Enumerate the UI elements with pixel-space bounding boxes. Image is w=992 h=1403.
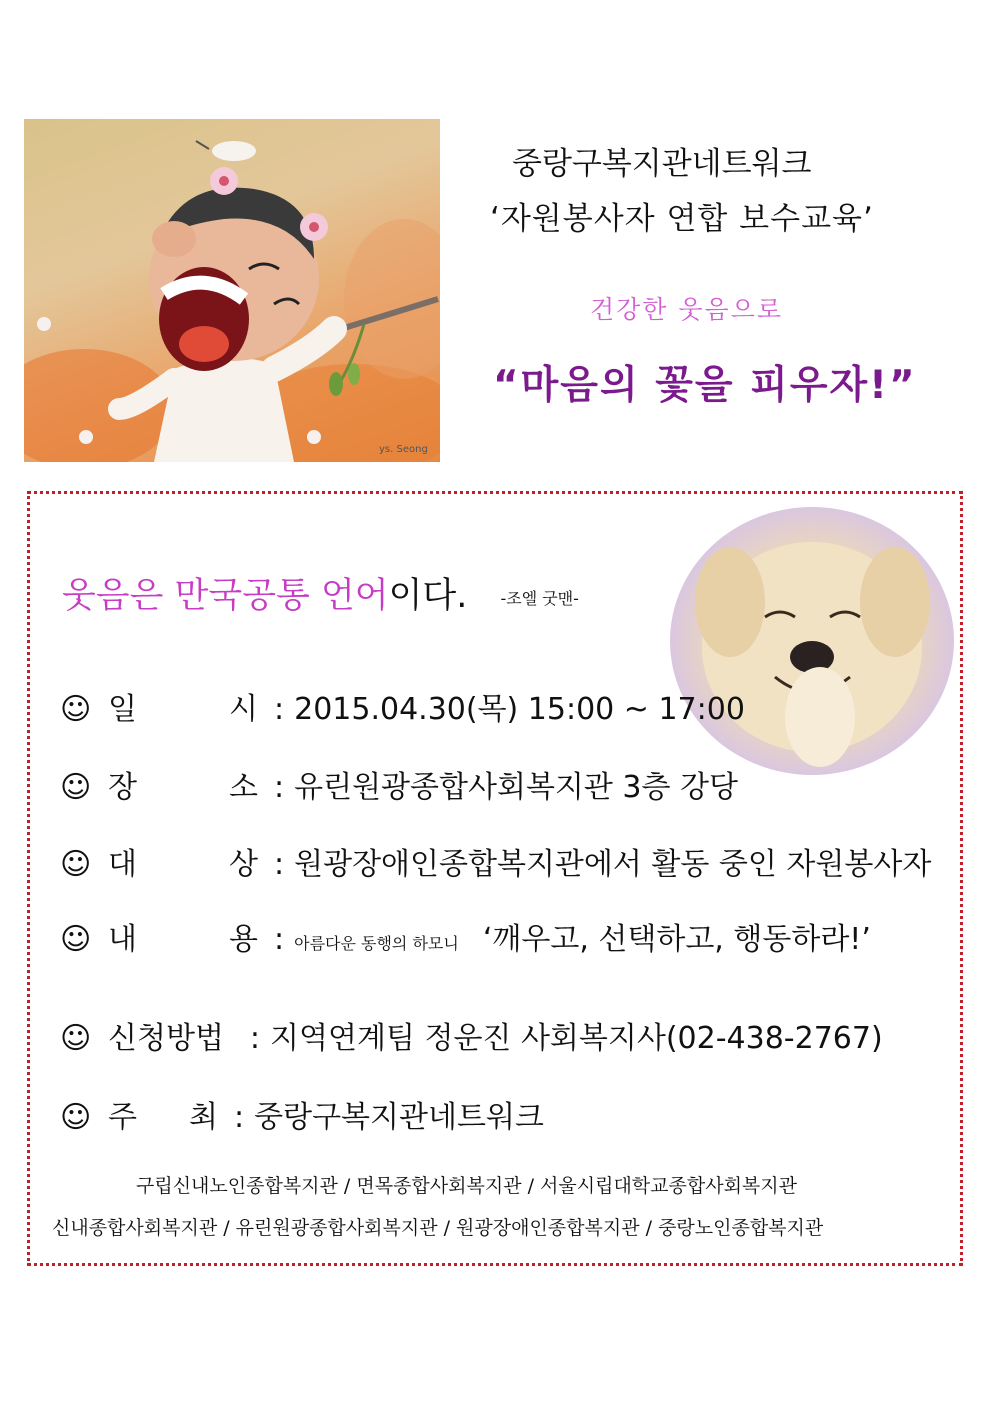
colon: : <box>274 922 285 957</box>
event-title: ‘자원봉사자 연합 보수교육’ <box>490 201 874 237</box>
host-label-b: 최 <box>189 1100 218 1135</box>
content-label-b: 용 <box>229 922 258 957</box>
content-subtitle: 아름다운 동행의 하모니 <box>294 934 459 953</box>
row-content <box>60 914 871 958</box>
date-label-b: 시 <box>229 692 258 727</box>
colon: : <box>274 847 285 882</box>
content-value: ‘깨우고, 선택하고, 행동하라!’ <box>482 922 871 957</box>
quote-part-is: 이다. <box>388 576 468 616</box>
row-date-time <box>60 684 745 728</box>
quote-part-laughter: 웃음은 <box>62 576 164 616</box>
smiley-icon: ☺ <box>60 1100 92 1135</box>
smiley-icon: ☺ <box>60 847 92 882</box>
apply-label: 신청방법 <box>108 1021 224 1056</box>
colon: : <box>274 692 285 727</box>
target-label-b: 상 <box>229 847 258 882</box>
target-value: 원광장애인종합복지관에서 활동 중인 자원봉사자 <box>294 847 932 882</box>
colon: : <box>274 770 285 805</box>
smiley-icon: ☺ <box>60 1021 92 1056</box>
quote-part-universal: 만국공통 <box>174 576 310 616</box>
smiley-icon: ☺ <box>60 692 92 727</box>
laughter-quote <box>62 568 579 618</box>
row-target <box>60 839 931 883</box>
content-label <box>108 914 258 958</box>
quote-part-language: 언어 <box>320 576 389 616</box>
row-place <box>60 762 738 806</box>
date-value: 2015.04.30(목) 15:00 ~ 17:00 <box>294 692 745 727</box>
row-host <box>60 1092 544 1136</box>
laughing-boy-painting <box>24 119 440 462</box>
organizations-line-2: 신내종합사회복지관 / 유린원광종합사회복지관 / 원광장애인종합복지관 / 중랑노인종합복지관 <box>52 1217 824 1239</box>
place-value: 유린원광종합사회복지관 3층 강당 <box>294 770 738 805</box>
place-label-a: 장 <box>108 770 137 805</box>
quote-author: -조엘 굿맨- <box>500 588 579 608</box>
place-label-b: 소 <box>229 770 258 805</box>
row-application <box>60 1013 883 1057</box>
target-label-a: 대 <box>108 847 137 882</box>
colon: : <box>234 1100 245 1135</box>
main-slogan: “마음의 꽃을 피우자!” <box>493 363 917 408</box>
colon: : <box>249 1021 261 1056</box>
organizations-line-1: 구립신내노인종합복지관 / 면목종합사회복지관 / 서울시립대학교종합사회복지관 <box>136 1175 797 1197</box>
host-value: 중랑구복지관네트워크 <box>254 1100 544 1135</box>
smiley-icon: ☺ <box>60 922 92 957</box>
date-label-a: 일 <box>108 692 137 727</box>
laughing-puppy-photo <box>670 507 954 775</box>
target-label <box>108 839 258 883</box>
host-label-a: 주 <box>108 1100 137 1135</box>
smiley-icon: ☺ <box>60 770 92 805</box>
place-label <box>108 762 258 806</box>
host-label <box>108 1092 218 1136</box>
date-label <box>108 684 258 728</box>
painting-signature: ys. Seong <box>379 444 428 455</box>
content-label-a: 내 <box>108 922 137 957</box>
apply-value: 지역연계팀 정운진 사회복지사(02-438-2767) <box>270 1021 883 1056</box>
organizer-title: 중랑구복지관네트워크 <box>512 146 812 182</box>
sub-slogan: 건강한 웃음으로 <box>590 295 783 324</box>
